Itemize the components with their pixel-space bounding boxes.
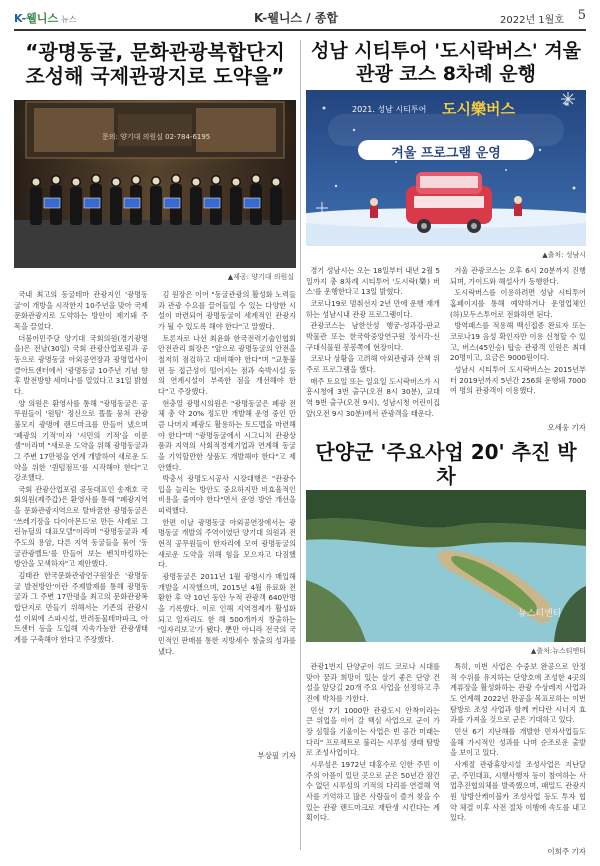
page-header <box>14 8 586 28</box>
article3-paragraph: 민선 7기 1000만 관광도시 안착이라는 큰 위업을 이어 갈 핵심 사업으로 군이 가장 심혈을 기울이는 사업은 빈 공간 미래는 다리" 프로젝트로 불리는 시루섬 생태 탐방로 조성사업이다. <box>306 705 440 758</box>
article3-paragraph: 시루섬은 1972년 대홍수로 인한 주민 이주의 아픔이 있던 곳으로 군은 50년간 잠긴 수 없던 시루섬의 기적의 다리를 연결해 역사를 기억하고 많은 사람들이 즐겨 찾을 수 있는 관광 랜드마크로 재탄생 시킨다는 계획이다. <box>306 759 440 823</box>
article1-paragraph: 양 의원은 환영사를 통해 "광명동굴은 공무원들이 '원팀' 정신으로 똘똘 뭉쳐 관광 불모지 광명에 랜드마크를 만들어 냈으며 '폐광의 기적'이자 '시민의 기적'을 이룬 셈"이라며 "새로운 도약을 위해 광명동굴과 그 주변 17만평을 연계 개발하여 새로운 도약을 위한 '퀀텀점프'를 시작해야 한다"고 강조했다. <box>14 398 148 483</box>
article3-paragraph: 민선 6기 지난해를 개발한 민자사업들도 올해 가시적인 성과를 나며 순조로운 출발을 보이고 있다. <box>450 726 586 758</box>
page-number: 5 <box>577 8 586 23</box>
article3-paragraph: 사계절 관광휴양시설 조성사업은 지난달 군, 주민대표, 시행사행자 등이 참여하는 사업추진협의체를 발족했으며, 패밀드 관광지원 양방산케이블카 조성사업 등도 투자 협약 체결 이후 사전 절차 이행에 속도를 내고 있다. <box>450 759 586 823</box>
article2-paragraph: 방역패스를 적용해 백신접종 완료자 또는 코로나19 음성 확인자만 이용 신청할 수 있고, 버스(45인승) 탑승 관광객 인원은 최대 20명이고, 요금은 9000원이다. <box>450 321 586 363</box>
article1-paragraph: 김 원장은 이어 "동굴관광의 활성화 노력들과 관광 수요를 끌어들일 수 있는 다양한 시설이 마련되어 광명동굴이 세계적인 관광지가 될 수 있도록 해야 한다"고 말했다. <box>158 290 296 331</box>
article2-paragraph: 관광코스는 남한산성 행궁-성과강-판교 박물관 또는 한국학중앙연구원 장서각-신구대식물원 봉봉쪽에 현장이다. <box>306 321 440 352</box>
article1-paragraph: 국회 관광산업포럼 공동대표인 송재호 국회의원(제주갑)은 환영사를 통해 "폐광지역을 문화관광지역으로 탈바꿈한 광명동굴은 '쓰레기장을 다이아몬드'로 만든 사례로 그린뉴딜의 대표모델"이라며 "광명동굴과 제주도의 용암, 다른 지역 동굴들을 묶어 '동굴관광벨트'를 만들어 보는 벤치마킹하는 방안을 모색하자"고 제안했다. <box>14 484 148 569</box>
article1-photo-banner: 문의: 양기대 의원실 02-784-6195 <box>102 133 211 141</box>
logo-k: K- <box>14 12 27 25</box>
article3-column-right <box>450 662 586 825</box>
article3-photo <box>306 490 586 642</box>
article2-paragraph: 매주 토요일 또는 일요일 도시락버스가 시흥시청에 3번 출구(오전 8시 30분), 교대역 9번 출구(오전 9시), 성남시청 어린이집 앞(오전 9시 30분)에서 관광객을 태운다. <box>306 376 440 418</box>
article3-photo-caption: ▲출처:뉴스티앤티 <box>530 647 586 655</box>
article2-paragraph: 도시락버스를 이용하려면 성남 시티투어 홈페이지를 통해 예약하거나 운영업체인 (하)모두스투어로 전화하면 된다. <box>450 288 586 319</box>
article2-byline: 오세웅 기자 <box>547 423 586 432</box>
article1-paragraph: 현충열 광명시의원은 "광명동굴은 폐광 전체 총 약 20% 정도만 개발해 운영 중인 만큼 나머지 폐광도 활용하는 토드맵을 마련해야 한다"며 "광명동굴에서 시그니처 관광상품과 지역의 사회적경제기업과 연계해 동굴을 기억할만한 상품도 개발해야 한다"고 제안했다. <box>158 398 296 472</box>
article3-column-left <box>306 662 440 825</box>
article1-photo <box>14 100 296 268</box>
article1-headline: “광명동굴, 문화관광복합단지 조성해 국제관광지로 도약을” <box>25 40 285 89</box>
article2-paragraph: 코로나 상황을 고려해 아외관광과 산책 위주로 프로그램을 했다. <box>306 354 440 374</box>
article1-paragraph: 광명동굴은 2011년 1월 광명시가 매입해 개발을 시작했으며, 2015년 4월 유료화 전환한 후 약 10년 동안 누적 관광객 640만명을 기록했다. 이로 인해 지역경제가 활성화되고 일자리도 한 해 500개까지 창출하는 '일자리보고'가 됐다. 뿐만 아니라 전국의 국민적인 판매를 통한 지방세수 창출의 성과를 냈다. <box>158 572 296 656</box>
header-rule <box>14 29 586 31</box>
article2-column-left <box>306 266 440 420</box>
poster-brand: 도시樂버스 <box>442 100 515 118</box>
article3-paragraph: 특히, 이번 사업은 수중보 완공으로 안정적 수위를 유지하는 단양호에 조성한 4곳의 계류장을 활성화하는 관광 수상레저 사업과도 연계해 2022년 완공을 목표로하는 이번 탐방로 조성 사업과 함께 커다란 시너지 효과를 가져올 것으로 군은 기대하고 있다. <box>450 662 586 725</box>
article1-paragraph: 박충서 광명도시공사 시장대행은 "관광수입을 늘리는 방안도 중요하지만 비효율적인 비용을 줄여야 한다"면서 운영 방안 개선을 피력했다. <box>158 474 296 516</box>
article2-paragraph: 성남시 시티투어 도시락버스는 2015년부터 2019년까지 5년간 256회 운행돼 7000여 명의 관광객이 이용했다. <box>450 364 586 396</box>
issue-date: 2022년 1월호 <box>500 15 564 26</box>
section-title: K-웰니스 / 종합 <box>254 11 338 25</box>
article2-paragraph: 경기 성남시는 오는 18일부터 내년 2월 5일까지 총 8차례 시티투어 '도시락(樂) 버스'를 운행한다고 13일 밝혔다. <box>306 266 440 297</box>
article2-headline: 성남 시티투어 '도시락버스' 겨울관광 코스 8차례 운행 <box>310 40 582 86</box>
article1-byline: 부상필 기자 <box>257 751 296 760</box>
article2-paragraph: 코로나19로 멈춰선지 2년 만에 운행 재개하는 성남시내 관광 프로그램이다. <box>306 298 440 319</box>
article2-photo-caption: ▲출처: 성남시 <box>542 251 586 259</box>
masthead-logo[interactable] <box>14 10 77 26</box>
article1-paragraph: 더불어민주당 양기대 국회의원(경기광명을)은 전날(30일) 국회 관광산업포럼과 공동으로 광명동굴 아외공연장과 광명업사이클아트센터에서 '광명동굴 10주년 기념 향후 발전방향 세미나'를 열었다고 31일 밝혔다. <box>14 333 148 396</box>
column-divider <box>300 40 301 850</box>
logo-section: 뉴스 <box>61 15 77 24</box>
article3-headline: 단양군 '주요사업 20' 추진 박차 <box>315 440 577 489</box>
article1-photo-caption: ▲제공: 양기대 의원실 <box>227 273 294 281</box>
article1-paragraph: 김태관 한국문화관광연구원장은 '광명동굴 발전방안'이란 주제발제를 통해 광명동굴과 그 주변 17만평을 최고의 문화관광복합단지로 만들기 위해서는 기존의 관광시설 이외에 스파시설, 반려동물테마파크, 아트센터 등을 도입해 지속가능한 관광생태계를 구축해야 한다고 주장했다. <box>14 571 148 644</box>
article1-paragraph: 토론자로 나선 최윤화 한국전력기술인협회 안전관리 회장은 "앞으로 광명동굴의 안전을 철저히 점검하고 대비해야 한다"며 "교통불편 등 접근성이 떨어지는 점과 숙박시설 등의 연계시설이 부족한 점을 개선해야 한다"고 주장했다. <box>158 333 296 396</box>
article1-column-right <box>158 290 296 658</box>
article1-paragraph: 국내 최고의 동굴테마 관광지인 '광명동굴'이 개방을 시작한지 10주년을 맞아 국제문화관광지로 도약하는 방안이 제기돼 주목을 끌었다. <box>14 290 148 331</box>
article3-paragraph: 관광1번지 단양군이 위드 코로나 시대를 맞아 꿈과 희망이 있는 살기 좋은 단양 건설을 앞당길 20개 주요 사업을 선정하고 추진에 박차를 가한다. <box>306 662 440 703</box>
article2-paragraph: 겨울 관광코스는 오후 6시 20분까지 진행되며, 가이드와 해설사가 동행한다. <box>450 266 586 286</box>
article3-photo-watermark: 뉴스티앤티 <box>518 609 562 619</box>
article3-byline: 이희주 기자 <box>547 847 586 856</box>
poster-title: 겨울 프로그램 운영 <box>391 146 501 161</box>
article1-column-left <box>14 290 148 647</box>
poster-top-text: 2021. 성남 시티투어 <box>352 105 427 114</box>
article1-paragraph: 한편 이날 광명동굴 아외공연장에서는 광명동굴 개발의 주역이였던 양기대 의원과 전 현직 공무원들이 한자리에 모여 광명동굴의 새로운 도약을 위해 힘을 모으자고 다짐했다. <box>158 517 296 570</box>
logo-name: 웰니스 <box>26 12 59 25</box>
article2-column-right <box>450 266 586 398</box>
